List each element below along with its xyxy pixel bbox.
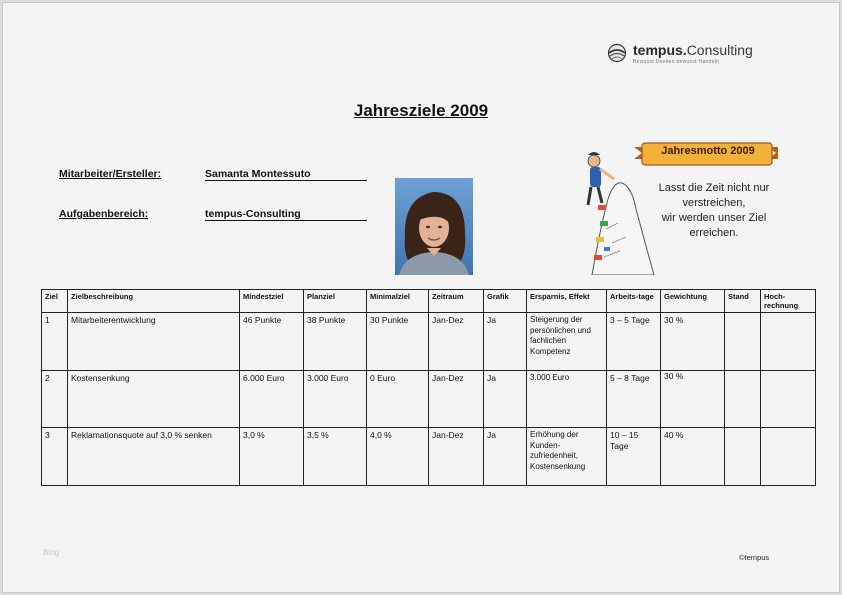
cell-ziel: 2 <box>42 370 68 428</box>
footer-copyright: ©tempus <box>739 553 770 562</box>
cell-zeitraum: Jan-Dez <box>429 428 484 486</box>
cell-ersparnis: 3.000 Euro <box>527 370 607 428</box>
cell-planziel: 3.000 Euro <box>304 370 367 428</box>
table-header-row <box>42 290 816 313</box>
cell-planziel: 3,5 % <box>304 428 367 486</box>
header-arbeitstage: Arbeits-tage <box>607 290 661 313</box>
cell-minimalziel: 30 Punkte <box>367 313 429 371</box>
page-title: Jahresziele 2009 <box>353 101 489 120</box>
cell-stand <box>725 428 761 486</box>
area-row <box>59 208 367 221</box>
header-planziel: Planziel <box>304 290 367 313</box>
cell-beschreibung: Mitarbeiterentwicklung <box>68 313 240 371</box>
header-zeitraum: Zeitraum <box>429 290 484 313</box>
cell-grafik: Ja <box>484 370 527 428</box>
logo-tagline: Bewusst Denken bewusst Handeln <box>633 59 720 65</box>
table-row <box>42 370 816 428</box>
globe-logo-icon <box>607 43 627 63</box>
area-label: Aufgabenbereich: <box>59 208 149 220</box>
cell-grafik: Ja <box>484 428 527 486</box>
cell-beschreibung: Reklamationsquote auf 3,0 % senken <box>68 428 240 486</box>
area-value: tempus-Consulting <box>205 208 367 221</box>
portrait-image <box>395 178 473 275</box>
document-page <box>2 2 840 593</box>
cell-beschreibung: Kostensenkung <box>68 370 240 428</box>
author-row <box>59 168 367 181</box>
cell-mindestziel: 46 Punkte <box>240 313 304 371</box>
cell-arbeitstage: 10 – 15 Tage <box>607 428 661 486</box>
cell-hochrechnung <box>761 370 816 428</box>
header-grafik: Grafik <box>484 290 527 313</box>
cell-grafik: Ja <box>484 313 527 371</box>
motto-text: Lasst die Zeit nicht nur verstreichen, wir werden unser Ziel erreichen. <box>658 182 770 239</box>
cell-minimalziel: 0 Euro <box>367 370 429 428</box>
cell-hochrechnung <box>761 313 816 371</box>
motto-graphic <box>578 139 788 275</box>
cell-zeitraum: Jan-Dez <box>429 370 484 428</box>
cell-ersparnis: Erhöhung der Kunden-zufriedenheit, Kostensenkung <box>527 428 607 486</box>
cell-hochrechnung <box>761 428 816 486</box>
author-value: Samanta Montessuto <box>205 168 367 181</box>
header-stand: Stand <box>725 290 761 313</box>
cell-ziel: 3 <box>42 428 68 486</box>
cell-stand <box>725 313 761 371</box>
header-ersparnis: Ersparnis, Effekt <box>527 290 607 313</box>
cell-ziel: 1 <box>42 313 68 371</box>
header-ziel: Ziel <box>42 290 68 313</box>
employee-photo <box>395 178 473 275</box>
cell-gewichtung: 30 % <box>661 313 725 371</box>
logo-suffix: Consulting <box>686 42 753 58</box>
cell-planziel: 38 Punkte <box>304 313 367 371</box>
logo-brand: tempus. <box>633 42 687 58</box>
motto-banner: Jahresmotto 2009 <box>661 145 755 157</box>
header-hochrechnung: Hoch-rechnung <box>761 290 816 313</box>
author-label: Mitarbeiter/Ersteller: <box>59 168 162 180</box>
table-row <box>42 313 816 371</box>
table-row <box>42 428 816 486</box>
header-mindestziel: Mindestziel <box>240 290 304 313</box>
footer-watermark: Blog <box>43 548 60 557</box>
cell-mindestziel: 3,0 % <box>240 428 304 486</box>
cell-minimalziel: 4,0 % <box>367 428 429 486</box>
cell-arbeitstage: 3 – 5 Tage <box>607 313 661 371</box>
cell-stand <box>725 370 761 428</box>
cell-mindestziel: 6.000 Euro <box>240 370 304 428</box>
header-minimalziel: Minimalziel <box>367 290 429 313</box>
cell-gewichtung: 30 % <box>661 370 725 428</box>
cell-gewichtung: 40 % <box>661 428 725 486</box>
cell-arbeitstage: 5 – 8 Tage <box>607 370 661 428</box>
header-beschreibung: Zielbeschreibung <box>68 290 240 313</box>
goals-table <box>41 289 816 486</box>
tempus-logo <box>607 39 777 67</box>
cell-zeitraum: Jan-Dez <box>429 313 484 371</box>
cell-ersparnis: Steigerung der persönlichen und fachlichen Kompetenz <box>527 313 607 371</box>
header-gewichtung: Gewichtung <box>661 290 725 313</box>
